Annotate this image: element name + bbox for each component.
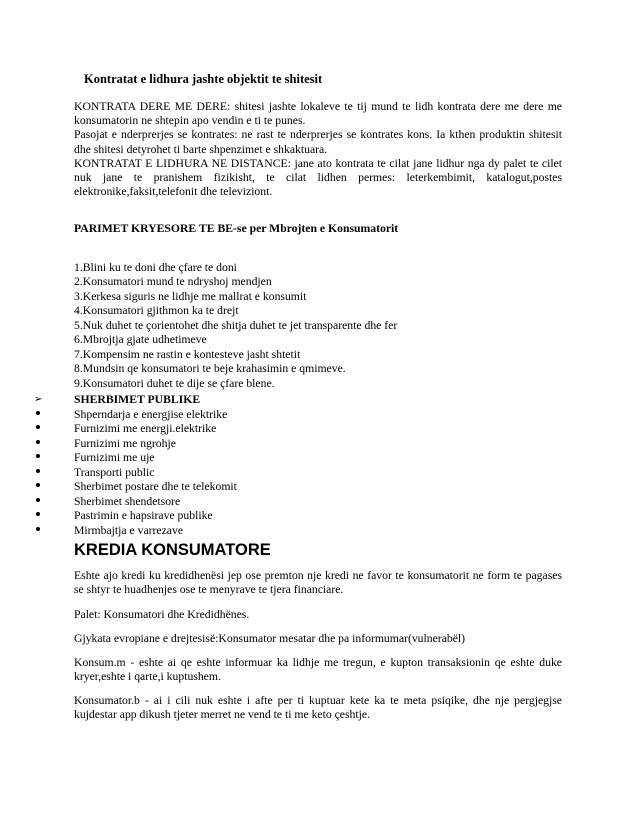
paragraph-kredia-def: Eshte ajo kredi ku kredidhenësi jep ose premton nje kredi ne favor te konsumatorit ne form te pagases se shtyr te huadhenjes ose te menyrave te tjera financiare. bbox=[74, 569, 562, 597]
list-item: 7.Kompensim ne rastin e kontesteve jasht shtetit bbox=[74, 347, 301, 361]
list-item: 1.Blini ku te doni dhe çfare te doni bbox=[74, 261, 237, 274]
principles-list bbox=[74, 261, 397, 391]
bullet-icon bbox=[34, 422, 50, 437]
arrow-bullet-icon: ➢ bbox=[34, 394, 43, 405]
list-item: 2.Konsumatori mund te ndryshoj mendjen bbox=[74, 275, 272, 289]
paragraph-konsumator-b: Konsumator.b - ai i cili nuk eshte i afte per ti kuptuar kete ka te meta psiqike, dhe nje pergjegjse kujdestar app dikush tjeter merret ne vend te ti me keto çeshtje. bbox=[74, 694, 562, 722]
list-item: 3.Kerkesa siguris ne lidhje me mallrat e konsumit bbox=[74, 289, 307, 303]
bullet-icon bbox=[34, 524, 50, 539]
services-title: SHERBIMET PUBLIKE bbox=[74, 393, 201, 406]
paragraph-gjykata: Gjykata evropiane e drejtesisë:Konsumator mesatar dhe pa informumar(vulnerabël) bbox=[74, 632, 466, 645]
paragraph-dere-me-dere: KONTRATA DERE ME DERE: shitesi jashte lokaleve te tij mund te lidh kontrata dere me dere me konsumatorin ne shtepin apo vendin e ti te punes. bbox=[74, 100, 562, 128]
section-title-kontratat: Kontratat e lidhura jashte objektit te shitesit bbox=[84, 72, 323, 86]
section-title-kredia: KREDIA KONSUMATORE bbox=[74, 541, 271, 559]
list-item: 5.Nuk duhet te çorientohet dhe shitja duhet te jet transparente dhe fer bbox=[74, 318, 398, 332]
document-page: Kontratat e lidhura jashte objektit te shitesit KONTRATA DERE ME DERE: shitesi jashte lokaleve te tij mund te lidh kontrata dere me dere me konsumatorin ne shtepin apo vendin e ti te punes. Pasojat e nderprerjes se kontrates: ne rast te nderprerjes se kontrates kons. Ia kthen produktin shitesit dhe shitesi detyrohet ti barte shpenzimet e shkaktuara. KONTRATAT E LIDHURA NE DISTANCE: jane ato kontrata te cilat jane lidhur nga dy palet te cilet nuk jane te pranishem fizikisht, te cilat lidhen permes: leterkembimit, katalogut,postes elektronike,faksit,telefonit dhe televiziont. PARIMET KRYESORE TE BE-se per Mbrojten e Konsumatorit 1.Blini ku te doni dhe çfare te doni 2.Konsumatori mund te ndryshoj mendjen 3.Kerkesa siguris ne lidhje me mallrat e konsumit 4.Konsumatori gjithmon ka te drejt 5.Nuk duhet te çorientohet dhe shitja duhet te jet transparente dhe fer 6.Mbrojtja gjate udhetimeve 7.Kompensim ne rastin e kontesteve jasht shtetit 8.Mundsin qe konsumatori te beje krahasimin e qmimeve. 9.Konsumatori duhet te dije se çfare blene. ➢ SHERBIMET PUBLIKE Shperndarja e energjise elektrike Furnizimi me energji.elektrike Furnizimi me ngrohje Furnizimi me uje Transporti public Sherbimet postare dhe te telekomit Sherbimet shendetsore Pastrimin e hapsirave publike Mirmbajtja e varrezave KREDIA KONSUMATORE Eshte ajo kredi ku kredidhenësi jep ose premton nje kredi ne favor te konsumatorit ne form te pagases se shtyr te huadhenjes ose te menyrave te tjera financiare. Palet: Konsumatori dhe Kredidhënes. Gjykata evropiane e drejtesisë:Konsumator mesatar dhe pa informumar(vulnerabël) Konsum.m - eshte ai qe eshte informuar ka lidhje me tregun, e kupton transaksionin qe eshte duke kryer,eshte i qarte,i kuptushem. Konsumator.b - ai i cili nuk eshte i afte per ti kuptuar kete ka te meta psiqike, dhe nje pergjegjse kujdestar app dikush tjeter merret ne vend te ti me keto çeshtje. bbox=[34, 72, 562, 722]
bullet-icon bbox=[34, 408, 50, 423]
bullet-icon bbox=[34, 495, 50, 510]
bullet-icon bbox=[34, 437, 50, 452]
bullet-icon bbox=[34, 509, 50, 524]
list-item: 8.Mundsin qe konsumatori te beje krahasimin e qmimeve. bbox=[74, 362, 346, 376]
paragraph-palet: Palet: Konsumatori dhe Kredidhënes. bbox=[74, 608, 250, 621]
bullet-icon bbox=[34, 466, 50, 481]
section1-body bbox=[74, 100, 562, 199]
list-item: 4.Konsumatori gjithmon ka te drejt bbox=[74, 304, 239, 318]
list-item: 6.Mbrojtja gjate udhetimeve bbox=[74, 333, 207, 347]
paragraph-konsum-m: Konsum.m - eshte ai qe eshte informuar ka lidhje me tregun, e kupton transaksionin qe eshte duke kryer,eshte i qarte,i kuptushem. bbox=[74, 656, 562, 684]
paragraph-distance: KONTRATAT E LIDHURA NE DISTANCE: jane ato kontrata te cilat jane lidhur nga dy palet te cilet nuk jane te pranishem fizikisht, te cilat lidhen permes: leterkembimit, katalogut,postes elektronike,faksit,telefonit dhe televiziont. bbox=[74, 156, 562, 199]
list-item: 9.Konsumatori duhet te dije se çfare blene. bbox=[74, 376, 275, 390]
paragraph-pasojat: Pasojat e nderprerjes se kontrates: ne rast te nderprerjes se kontrates kons. Ia kthen produktin shitesit dhe shitesi detyrohet ti barte shpenzimet e shkaktuara. bbox=[74, 128, 562, 156]
bullet-icon bbox=[34, 480, 50, 495]
section-title-parimet: PARIMET KRYESORE TE BE-se per Mbrojten e Konsumatorit bbox=[74, 222, 399, 235]
bullet-icon bbox=[34, 451, 50, 466]
